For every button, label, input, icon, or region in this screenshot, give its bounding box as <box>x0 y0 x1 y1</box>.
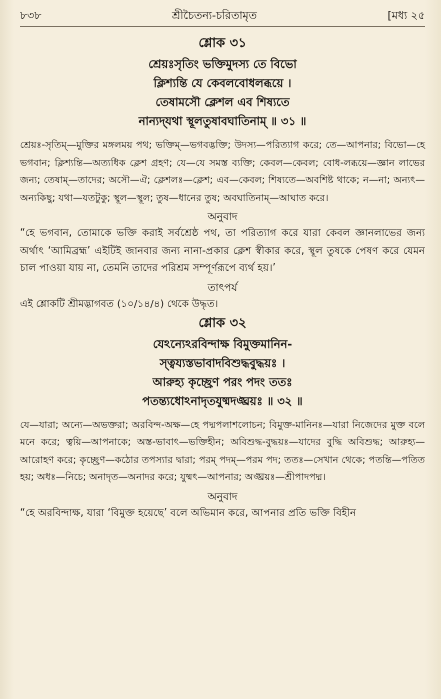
sloka-31-line-3: তেষামসৌ ক্লেশল এব শিষ্যতে <box>155 95 290 109</box>
sloka-32-heading: শ্লোক ৩২ <box>198 315 247 331</box>
sloka-31-line-4: নান্যদ্‌যথা স্থূলতুষাবঘাতিনাম্‌ ॥ ৩১ ॥ <box>138 114 307 128</box>
sloka-31-word-meanings: শ্রেয়ঃ-সৃতিম্‌—মুক্তির মঙ্গলময় পথ; ভক্তিম্‌—ভগবদ্ভক্তি; উদস্য—পরিত্যাগ করে; তে—আপনার; বিভো—হে ভগবান; ক্লিশ্যন্তি—অত্যধিক ক্লেশ গ্রহণ; যে—যে সমস্ত ব্যক্তি; কেবল—কেবল; বোধ-লব্ধয়ে—জ্ঞান লাভের জন্য; তেষাম্‌—তাদের; অসৌ—ঐ; ক্লেশলঃ—ক্লেশ; এব—কেবল; শিষ্যতে—অবশিষ্ট থাকে; ন—না; অন্যৎ—অন্যকিছু; যথা—যতটুকু; স্থূল—স্থূল; তুষ—ধানের তুষ; অবঘাতিনাম্‌—আঘাত করে। <box>20 140 425 204</box>
sloka-32-line-3: আরুহ্য কৃচ্ছ্রেণ পরং পদং ততঃ <box>152 374 293 389</box>
sloka-32-word-meanings: যে—যারা; অন্যে—অভক্তরা; অরবিন্দ-অক্ষ—হে পদ্মপলাশলোচন; বিমুক্ত-মানিনঃ—যারা নিজেদের মুক্ত বলে মনে করে; ত্বয়ি—আপনাকে; অস্ত-ভাবাৎ—ভক্তিহীন; অবিশুদ্ধ-বুদ্ধয়ঃ—যাদের বুদ্ধি অবিশুদ্ধ; আরুহ্য—আরোহণ করে; কৃচ্ছ্রেণ—কঠোর তপস্যার দ্বারা; পরম্‌ পদম্‌—পরম পদ; ততঃ—সেখান থেকে; পতন্তি—পতিত হয়; অধঃ—নিচে; অনাদৃত—অনাদর করে; যুষ্মৎ—আপনার; অঙ্ঘ্রয়ঃ—শ্রীপাদপদ্ম। <box>20 419 425 483</box>
sloka-32-translation-label: অনুবাদ <box>207 490 238 503</box>
sloka-31-line-2: ক্লিশ্যন্তি যে কেবলবোধলব্ধয়ে । <box>153 76 292 90</box>
sloka-31-line-1: শ্রেয়ঃসৃতিং ভক্তিমুদস্য তে বিভো <box>148 57 297 71</box>
sloka-32-translation: “হে অরবিন্দাক্ষ, যারা ‘বিমুক্ত হয়েছে’ বলে অভিমান করে, আপনার প্রতি ভক্তি বিহীন <box>20 507 357 519</box>
sloka-31-translation-label: অনুবাদ <box>207 211 238 223</box>
sloka-32 <box>20 315 425 523</box>
sloka-31-purport-label: তাৎপর্য <box>207 281 238 294</box>
sloka-31-translation: “হে ভগবান, তোমাকে ভক্তি করাই সর্বশ্রেষ্ঠ পথ, তা পরিত্যাগ করে যারা কেবল জ্ঞানলাভের জন্য অর্থাৎ ‘আমিব্রহ্ম’ এইটিই জানবার জন্য নানা-প্রকার ক্লেশ স্বীকার করে, স্থূল তুষকে পেষণ করে যেমন চাল পাওয়া যায় না, তেমনি তাদের পরিশ্রম সম্পূর্ণরূপে ব্যর্থ হয়।’ <box>20 228 425 274</box>
sloka-31-purport: এই শ্লোকটি শ্রীমদ্ভাগবত (১০/১৪/৪) থেকে উদ্ধৃত। <box>20 298 219 310</box>
sloka-32-line-1: যেঽন্যেঽরবিন্দাক্ষ বিমুক্তমানিন- <box>152 336 293 351</box>
sloka-31 <box>20 35 425 313</box>
chapter-section: [মধ্য ২৫ <box>387 9 425 22</box>
running-title: শ্রীচৈতন্য-চরিতামৃত <box>171 9 257 22</box>
page-header <box>20 8 425 27</box>
sloka-31-heading: শ্লোক ৩১ <box>198 36 247 51</box>
page-number: ৮৩৮ <box>20 9 42 22</box>
sloka-32-line-4: পতন্ত্যধোঽনাদৃতযুষ্মদঙ্ঘ্রয়ঃ ॥ ৩২ ॥ <box>142 393 303 408</box>
sloka-32-line-2: স্ত্বয্যস্তভাবাদবিশুদ্ধবুদ্ধয়ঃ । <box>159 355 286 370</box>
